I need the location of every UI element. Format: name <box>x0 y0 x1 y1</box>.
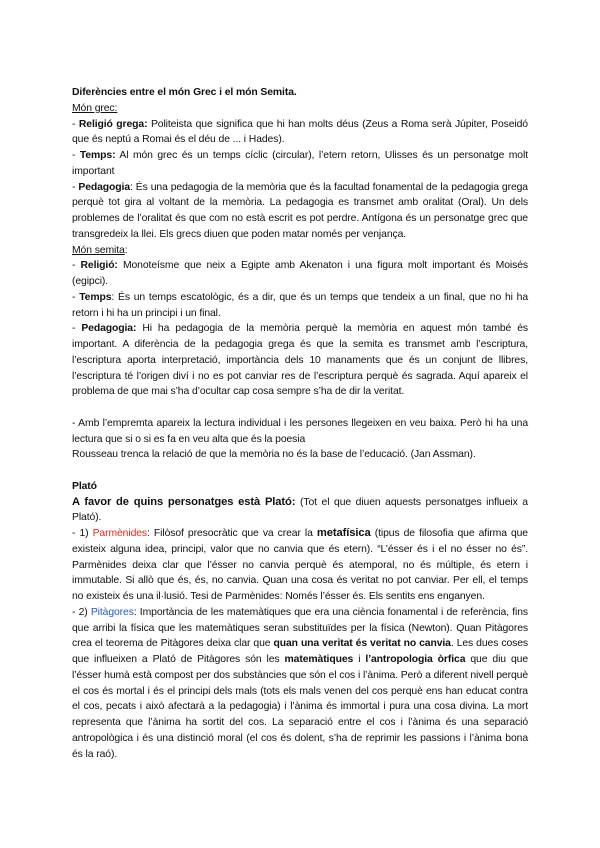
grec-item-temps: - Temps: Al món grec és un temps cíclic (circular), l’etern retorn, Ulisses és un personatge molt important <box>72 150 528 177</box>
grec-heading: Món grec: <box>72 102 118 114</box>
grec-item-pedagogia: - Pedagogia: És una pedagogia de la memòria que és la facultad fonamental de la pedagogia grega perquè tot gira al voltant de la memòria. La pedagogia es transmet amb oralitat (Oral). Un dels problemes de l’oralitat és que com no està escrit es pot perdre. Antígona és un personatge grec que transgredeix la llei. Els grecs diuen que poden matar només per venjança. <box>72 181 528 240</box>
semita-item-religio: - Religió: Monoteísme que neix a Egipte amb Akenaton i una figura molt important és Moisés (egipci). <box>72 260 528 287</box>
parmenides-name: Parmènides <box>92 528 148 539</box>
section-title: Diferències entre el món Grec i el món Semita. <box>72 87 297 98</box>
plato-favor: A favor de quins personatges està Plató: (Tot el que diuen aquests personatges influeix a Plató). <box>72 495 528 524</box>
lectura-paragraph: - Amb l’empremta apareix la lectura individual i les persones llegeixen en veu baixa. Però hi ha una lectura que si o si es fa en veu alta que és la poesia <box>72 417 528 445</box>
semita-heading: Món semita: <box>72 244 128 256</box>
semita-item-temps: - Temps: És un temps escatològic, és a dir, que és un temps que tendeix a un final, que no hi ha retorn i hi ha un principi i un final. <box>72 291 529 319</box>
parmenides-paragraph: - 1) Parmènides: Filòsof presocràtic que va crear la metafísica (tipus de filosofia que afirma que existeix alguna idea, principi, valor que no canvia que és etern). “L’ésser és i el no ésser no és”. Parmènides deixa clar que l’ésser no canvia perquè és atemporal, no és múltiple, és etern i immutable. Si allò que és, és, no canvia. Quan una cosa és veritat no pot canviar. Per ell, el temps no existeix és una il·lusió. Tesi de Parmènides: Només l’ésser és. Els sentits ens enganyen. <box>72 527 528 602</box>
plato-title: Plató <box>72 480 97 492</box>
pitagores-paragraph: - 2) Pitàgores: Importància de les matemàtiques que era una ciència fonamental i de referència, fins que arribi la física que les matemàtiques seran substituïdes per la física (Newton). Quan Pitàgores crea el teorema de Pitàgores deixa clar que quan una veritat és veritat no canvia. Les dues coses que influeixen a Plató de Pitàgores són les matemàtiques i l’antropologia òrfica que diu que l’ésser humà està compost per dos substàncies que són el cos i l’ànima. Però a diferent nivell perquè el cos és mortal i és el principi dels mals (tots els mals venen del cos perquè ens han educat contra el cos, pecats i això afectarà a la pedagogia) i l’ànima és immortal i pura una cosa divina. La mort representa que l’ànima ha sortit del cos. La separació entre el cos i l’ànima és una separació antropològica i és una distinció moral (el cos és dolent, s’ha de reprimir les passions i l’ànima bona és la raó). <box>72 606 528 760</box>
semita-item-pedagogia: - Pedagogia: Hi ha pedagogia de la memòria perquè la memòria en aquest món també és important. A diferència de la pedagogia grega és que la semita es transmet amb l’escriptura, l’escriptura aporta interpretació, importància dels 10 manaments que és un conjunt de llibres, l’escriptura té l’origen diví i no es pot canviar res de l’escriptura perquè és sagrada. Aquí apareix el problema de que mai s’ha d’ocultar cap cosa sempre s’ha de dir la veritat. <box>72 323 528 398</box>
grec-item-religio: - Religió grega: Politeista que significa que hi han molts déus (Zeus a Roma serà Júpiter, Poseidó que és neptú a Romai és el déu de ... i Hades). <box>72 118 528 146</box>
document-page <box>72 85 528 762</box>
rousseau-paragraph: Rousseau trenca la relació de que la memòria no és la base de l’educació. (Jan Assman). <box>72 449 476 461</box>
pitagores-name: Pitàgores <box>90 606 134 618</box>
